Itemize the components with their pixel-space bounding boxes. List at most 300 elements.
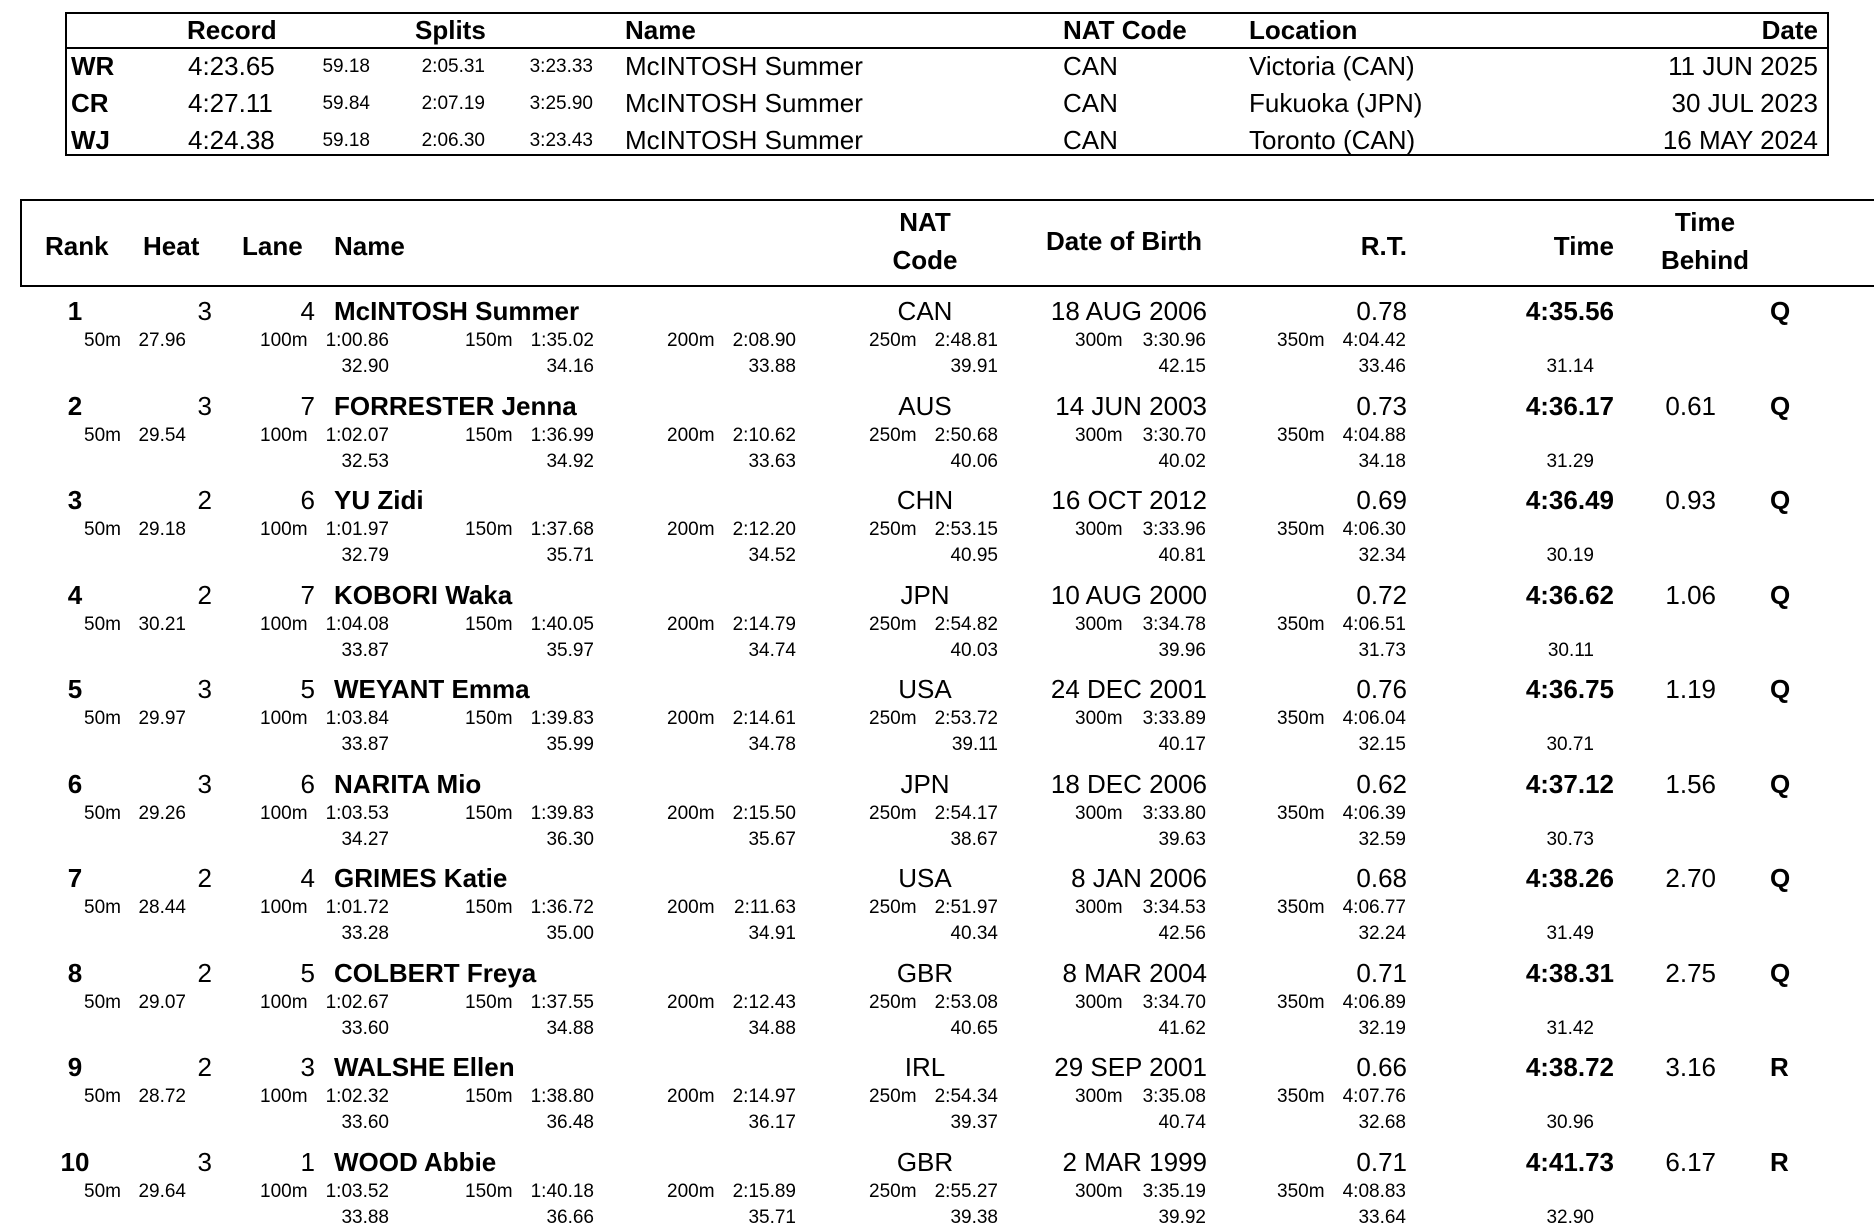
result-lane: 5 [300,674,315,704]
split-50: 28.44 [138,897,186,918]
split-label-300: 300m [1075,991,1123,1013]
lap-300: 42.15 [1158,356,1206,377]
split-label-50: 50m [84,613,121,635]
result-time: 4:36.62 [1525,579,1614,610]
lap-200: 33.88 [748,356,796,377]
split-350: 4:04.42 [1342,330,1406,351]
split-300: 3:33.89 [1142,708,1206,729]
split-label-350: 350m [1277,330,1325,351]
lap-150: 34.88 [546,1017,594,1039]
split-150: 1:36.99 [530,424,594,446]
results-header-heat: Heat [143,231,200,261]
split-label-250: 250m [869,897,917,918]
result-rt: 0.76 [1356,674,1407,704]
result-nat: GBR [896,1146,954,1177]
result-heat: 3 [197,390,212,421]
lap-250: 40.65 [950,1017,998,1039]
lap-150: 35.00 [546,923,594,944]
results-header-rank: Rank [45,231,109,261]
result-time-behind: 1.06 [1665,579,1716,610]
split-label-100: 100m [260,613,308,635]
split-label-250: 250m [869,1086,917,1107]
lap-300: 41.62 [1158,1017,1206,1039]
lap-150: 36.30 [546,828,594,850]
lap-400: 30.71 [1546,734,1594,755]
lap-100: 33.88 [341,1206,389,1228]
split-label-300: 300m [1075,802,1123,824]
split-label-100: 100m [260,330,308,351]
record-nat: CAN [1063,51,1118,81]
result-rt: 0.68 [1356,863,1407,893]
result-qualification: Q [1770,957,1791,988]
result-lane: 1 [300,1146,315,1177]
split-label-350: 350m [1277,897,1325,918]
result-qualification: Q [1770,485,1791,515]
split-200: 2:14.79 [732,613,796,635]
result-name: WALSHE Ellen [334,1052,515,1082]
split-label-200: 200m [667,802,715,824]
result-nat: USA [898,674,952,704]
split-300: 3:34.53 [1142,897,1206,918]
split-label-150: 150m [465,330,513,351]
split-200: 2:12.20 [732,519,796,540]
result-dob: 14 JUN 2003 [1055,390,1207,421]
record-split: 2:06.30 [421,130,485,151]
record-split: 3:23.33 [529,56,593,77]
split-label-50: 50m [84,1086,121,1107]
split-label-300: 300m [1075,1180,1123,1202]
result-nat: JPN [900,579,950,610]
split-label-350: 350m [1277,802,1325,824]
split-100: 1:01.72 [325,897,389,918]
lap-300: 39.63 [1158,828,1206,850]
split-250: 2:54.17 [934,802,998,824]
lap-300: 39.92 [1158,1206,1206,1228]
split-250: 2:55.27 [934,1180,998,1202]
lap-400: 30.96 [1546,1112,1594,1133]
split-label-250: 250m [869,991,917,1013]
result-rank: 2 [67,390,83,421]
result-name: COLBERT Freya [334,957,537,988]
result-rank: 9 [67,1052,83,1082]
split-300: 3:30.70 [1142,424,1206,446]
split-250: 2:54.82 [934,613,998,635]
result-name: GRIMES Katie [334,863,508,893]
lap-300: 40.81 [1158,545,1206,566]
result-rt: 0.71 [1356,957,1407,988]
lap-200: 33.63 [748,450,796,472]
split-label-50: 50m [84,991,121,1013]
result-name: WEYANT Emma [334,674,530,704]
result-time-behind: 0.93 [1665,485,1716,515]
split-100: 1:03.84 [325,708,389,729]
split-label-150: 150m [465,897,513,918]
record-name: McINTOSH Summer [625,51,863,81]
split-label-150: 150m [465,991,513,1013]
split-300: 3:34.78 [1142,613,1206,635]
result-name: YU Zidi [334,485,424,515]
result-rt: 0.66 [1356,1052,1407,1082]
result-heat: 2 [197,863,212,893]
result-dob: 8 JAN 2006 [1071,863,1207,893]
lap-400: 31.29 [1546,450,1594,472]
lap-150: 35.99 [546,734,594,755]
split-label-200: 200m [667,424,715,446]
result-name: NARITA Mio [334,768,482,799]
result-qualification: Q [1770,863,1791,893]
split-label-100: 100m [260,519,308,540]
split-100: 1:02.07 [325,424,389,446]
results-header-nat-line2: Code [892,245,958,275]
split-350: 4:06.39 [1342,802,1406,824]
record-split: 59.18 [322,130,370,151]
result-rank: 7 [67,863,83,893]
result-nat: AUS [898,390,952,421]
results-header-time: Time [1553,231,1614,261]
split-label-50: 50m [84,802,121,824]
split-200: 2:11.63 [734,897,796,918]
split-150: 1:37.55 [530,991,594,1013]
result-time: 4:41.73 [1525,1146,1614,1177]
result-time-behind: 1.56 [1665,768,1716,799]
lap-250: 40.03 [950,639,998,661]
split-label-100: 100m [260,1180,308,1202]
result-dob: 18 AUG 2006 [1050,296,1207,326]
lap-200: 34.78 [748,734,796,755]
lap-200: 34.91 [748,923,796,944]
lap-100: 32.53 [341,450,389,472]
split-label-200: 200m [667,613,715,635]
lap-350: 32.34 [1358,545,1406,566]
split-300: 3:30.96 [1142,330,1206,351]
record-name: McINTOSH Summer [625,125,863,155]
lap-200: 34.52 [748,545,796,566]
lap-250: 40.95 [950,545,998,566]
lap-250: 40.34 [950,923,998,944]
result-time-behind: 2.70 [1665,863,1716,893]
result-time-behind: 6.17 [1665,1146,1716,1177]
result-dob: 8 MAR 2004 [1062,957,1207,988]
split-label-300: 300m [1075,613,1123,635]
results-header-behind-line2: Behind [1660,245,1750,275]
result-dob: 16 OCT 2012 [1051,485,1207,515]
result-rank: 10 [60,1146,90,1177]
lap-200: 36.17 [748,1112,796,1133]
records-header-splits: Splits [415,15,486,45]
split-label-50: 50m [84,424,121,446]
result-time: 4:38.72 [1525,1052,1614,1082]
lap-250: 39.11 [951,734,998,755]
split-label-50: 50m [84,330,121,351]
split-300: 3:35.08 [1142,1086,1206,1107]
split-250: 2:53.72 [934,708,998,729]
result-nat: CHN [896,485,954,515]
split-label-300: 300m [1075,330,1123,351]
record-type: WJ [71,125,110,155]
split-label-200: 200m [667,897,715,918]
split-label-350: 350m [1277,424,1325,446]
split-250: 2:54.34 [934,1086,998,1107]
lap-200: 34.74 [748,639,796,661]
record-split: 3:25.90 [529,93,593,114]
split-350: 4:06.04 [1342,708,1406,729]
lap-400: 31.14 [1546,356,1594,377]
result-lane: 6 [300,768,315,799]
result-name: FORRESTER Jenna [334,390,577,421]
lap-350: 32.24 [1358,923,1406,944]
lap-300: 42.56 [1158,923,1206,944]
lap-350: 34.18 [1358,450,1406,472]
result-rt: 0.73 [1356,390,1407,421]
lap-150: 34.92 [546,450,594,472]
result-lane: 4 [300,863,315,893]
result-nat: JPN [900,768,950,799]
split-label-250: 250m [869,330,917,351]
result-lane: 7 [300,390,315,421]
lap-350: 33.46 [1358,356,1406,377]
result-heat: 3 [197,674,212,704]
result-time-behind: 2.75 [1665,957,1716,988]
lap-150: 36.66 [546,1206,594,1228]
split-200: 2:08.90 [732,330,796,351]
result-dob: 2 MAR 1999 [1062,1146,1207,1177]
split-300: 3:34.70 [1142,991,1206,1013]
split-label-200: 200m [667,991,715,1013]
lap-350: 32.59 [1358,828,1406,850]
result-time-behind: 0.61 [1665,390,1716,421]
result-nat: USA [898,863,952,893]
split-label-100: 100m [260,802,308,824]
split-200: 2:12.43 [732,991,796,1013]
result-qualification: Q [1770,390,1791,421]
result-rt: 0.72 [1356,579,1407,610]
split-100: 1:04.08 [325,613,389,635]
split-50: 28.72 [138,1086,186,1107]
lap-300: 40.74 [1158,1112,1206,1133]
result-heat: 3 [197,296,212,326]
lap-150: 34.16 [546,356,594,377]
result-rt: 0.62 [1356,768,1407,799]
split-250: 2:51.97 [934,897,998,918]
split-50: 30.21 [138,613,186,635]
result-qualification: R [1770,1146,1789,1177]
lap-350: 32.68 [1358,1112,1406,1133]
split-label-100: 100m [260,424,308,446]
split-label-100: 100m [260,708,308,729]
split-350: 4:08.83 [1342,1180,1406,1202]
split-50: 29.64 [138,1180,186,1202]
records-header-location: Location [1249,15,1358,45]
results-header-dob: Date of Birth [1046,226,1202,256]
result-rank: 8 [67,957,83,988]
result-time: 4:37.12 [1525,768,1614,799]
result-rank: 5 [67,674,83,704]
split-150: 1:39.83 [530,802,594,824]
result-nat: GBR [896,957,954,988]
lap-300: 40.02 [1158,450,1206,472]
split-350: 4:06.89 [1342,991,1406,1013]
lap-350: 31.73 [1358,639,1406,661]
split-200: 2:15.89 [732,1180,796,1202]
split-label-350: 350m [1277,708,1325,729]
lap-250: 38.67 [950,828,998,850]
result-heat: 2 [197,579,212,610]
split-300: 3:33.80 [1142,802,1206,824]
record-date: 16 MAY 2024 [1662,125,1818,155]
split-label-100: 100m [260,991,308,1013]
split-label-200: 200m [667,1180,715,1202]
record-date: 30 JUL 2023 [1671,88,1818,118]
split-50: 29.18 [138,519,186,540]
result-dob: 10 AUG 2000 [1050,579,1207,610]
split-label-200: 200m [667,330,715,351]
record-nat: CAN [1063,88,1118,118]
split-label-150: 150m [465,802,513,824]
lap-200: 35.67 [748,828,796,850]
split-label-150: 150m [465,424,513,446]
split-label-250: 250m [869,802,917,824]
result-heat: 3 [197,1146,212,1177]
split-label-250: 250m [869,613,917,635]
split-label-200: 200m [667,519,715,540]
split-150: 1:36.72 [530,897,594,918]
lap-400: 31.42 [1546,1017,1594,1039]
split-label-150: 150m [465,613,513,635]
result-rt: 0.71 [1356,1146,1407,1177]
result-rt: 0.69 [1356,485,1407,515]
split-100: 1:02.67 [325,991,389,1013]
result-dob: 18 DEC 2006 [1050,768,1207,799]
record-time: 4:27.11 [188,88,273,118]
records-header-divider [65,47,1829,49]
result-time: 4:36.75 [1525,674,1614,704]
lap-400: 30.73 [1546,828,1594,850]
split-200: 2:10.62 [732,424,796,446]
split-label-350: 350m [1277,519,1325,540]
result-time: 4:36.49 [1525,485,1614,515]
split-label-200: 200m [667,1086,715,1107]
results-header-behind-line1: Time [1674,207,1736,237]
lap-150: 35.97 [546,639,594,661]
split-200: 2:14.61 [732,708,796,729]
record-time: 4:23.65 [188,51,275,81]
result-heat: 2 [197,957,212,988]
lap-250: 39.38 [950,1206,998,1228]
lap-100: 33.60 [341,1017,389,1039]
split-label-350: 350m [1277,613,1325,635]
split-250: 2:53.08 [934,991,998,1013]
split-label-350: 350m [1277,1180,1325,1202]
lap-350: 33.64 [1358,1206,1406,1228]
lap-150: 35.71 [546,545,594,566]
split-150: 1:39.83 [530,708,594,729]
result-rank: 4 [67,579,83,610]
split-250: 2:50.68 [934,424,998,446]
result-dob: 29 SEP 2001 [1054,1052,1207,1082]
results-header-name: Name [334,231,405,261]
result-lane: 7 [300,579,315,610]
result-heat: 2 [197,1052,212,1082]
lap-100: 33.87 [341,639,389,661]
split-label-250: 250m [869,708,917,729]
split-100: 1:01.97 [325,519,389,540]
result-qualification: R [1770,1052,1789,1082]
result-rank: 1 [67,296,83,326]
split-label-250: 250m [869,519,917,540]
result-name: McINTOSH Summer [334,296,580,326]
split-label-50: 50m [84,708,121,729]
result-name: WOOD Abbie [334,1146,497,1177]
lap-100: 33.87 [341,734,389,755]
record-date: 11 JUN 2025 [1668,51,1818,81]
split-100: 1:02.32 [325,1086,389,1107]
split-label-50: 50m [84,519,121,540]
split-200: 2:14.97 [732,1086,796,1107]
split-label-50: 50m [84,1180,121,1202]
split-350: 4:06.51 [1342,613,1406,635]
lap-200: 34.88 [748,1017,796,1039]
split-250: 2:53.15 [934,519,998,540]
result-qualification: Q [1770,579,1791,610]
result-qualification: Q [1770,768,1791,799]
split-100: 1:00.86 [325,330,389,351]
split-150: 1:40.05 [530,613,594,635]
result-heat: 2 [197,485,212,515]
split-label-300: 300m [1075,519,1123,540]
result-rank: 3 [67,485,83,515]
split-label-100: 100m [260,1086,308,1107]
split-label-150: 150m [465,708,513,729]
result-time-behind: 1.19 [1665,674,1716,704]
record-nat: CAN [1063,125,1118,155]
result-nat: CAN [897,296,953,326]
record-split: 3:23.43 [529,130,593,151]
lap-250: 40.06 [950,450,998,472]
results-header-rt: R.T. [1360,231,1407,261]
split-350: 4:07.76 [1342,1086,1406,1107]
split-150: 1:40.18 [530,1180,594,1202]
result-lane: 4 [300,296,315,326]
lap-200: 35.71 [748,1206,796,1228]
split-label-150: 150m [465,1180,513,1202]
split-label-350: 350m [1277,991,1325,1013]
record-time: 4:24.38 [188,125,275,155]
split-label-150: 150m [465,519,513,540]
split-350: 4:06.77 [1342,897,1406,918]
lap-100: 34.27 [341,828,389,850]
split-label-150: 150m [465,1086,513,1107]
split-150: 1:37.68 [530,519,594,540]
lap-400: 31.49 [1546,923,1594,944]
result-rank: 6 [67,768,83,799]
record-split: 59.18 [322,56,370,77]
split-label-200: 200m [667,708,715,729]
result-time-behind: 3.16 [1665,1052,1716,1082]
result-time: 4:38.31 [1525,957,1614,988]
result-rt: 0.78 [1356,296,1407,326]
records-header-date: Date [1761,15,1818,45]
result-qualification: Q [1770,296,1791,326]
lap-100: 33.28 [341,923,389,944]
records-header-nat-code: NAT Code [1063,15,1187,45]
split-50: 29.26 [138,802,186,824]
lap-100: 32.79 [341,545,389,566]
result-time: 4:38.26 [1525,863,1614,893]
split-label-300: 300m [1075,708,1123,729]
split-200: 2:15.50 [732,802,796,824]
results-header-lane: Lane [242,231,303,261]
split-150: 1:35.02 [530,330,594,351]
